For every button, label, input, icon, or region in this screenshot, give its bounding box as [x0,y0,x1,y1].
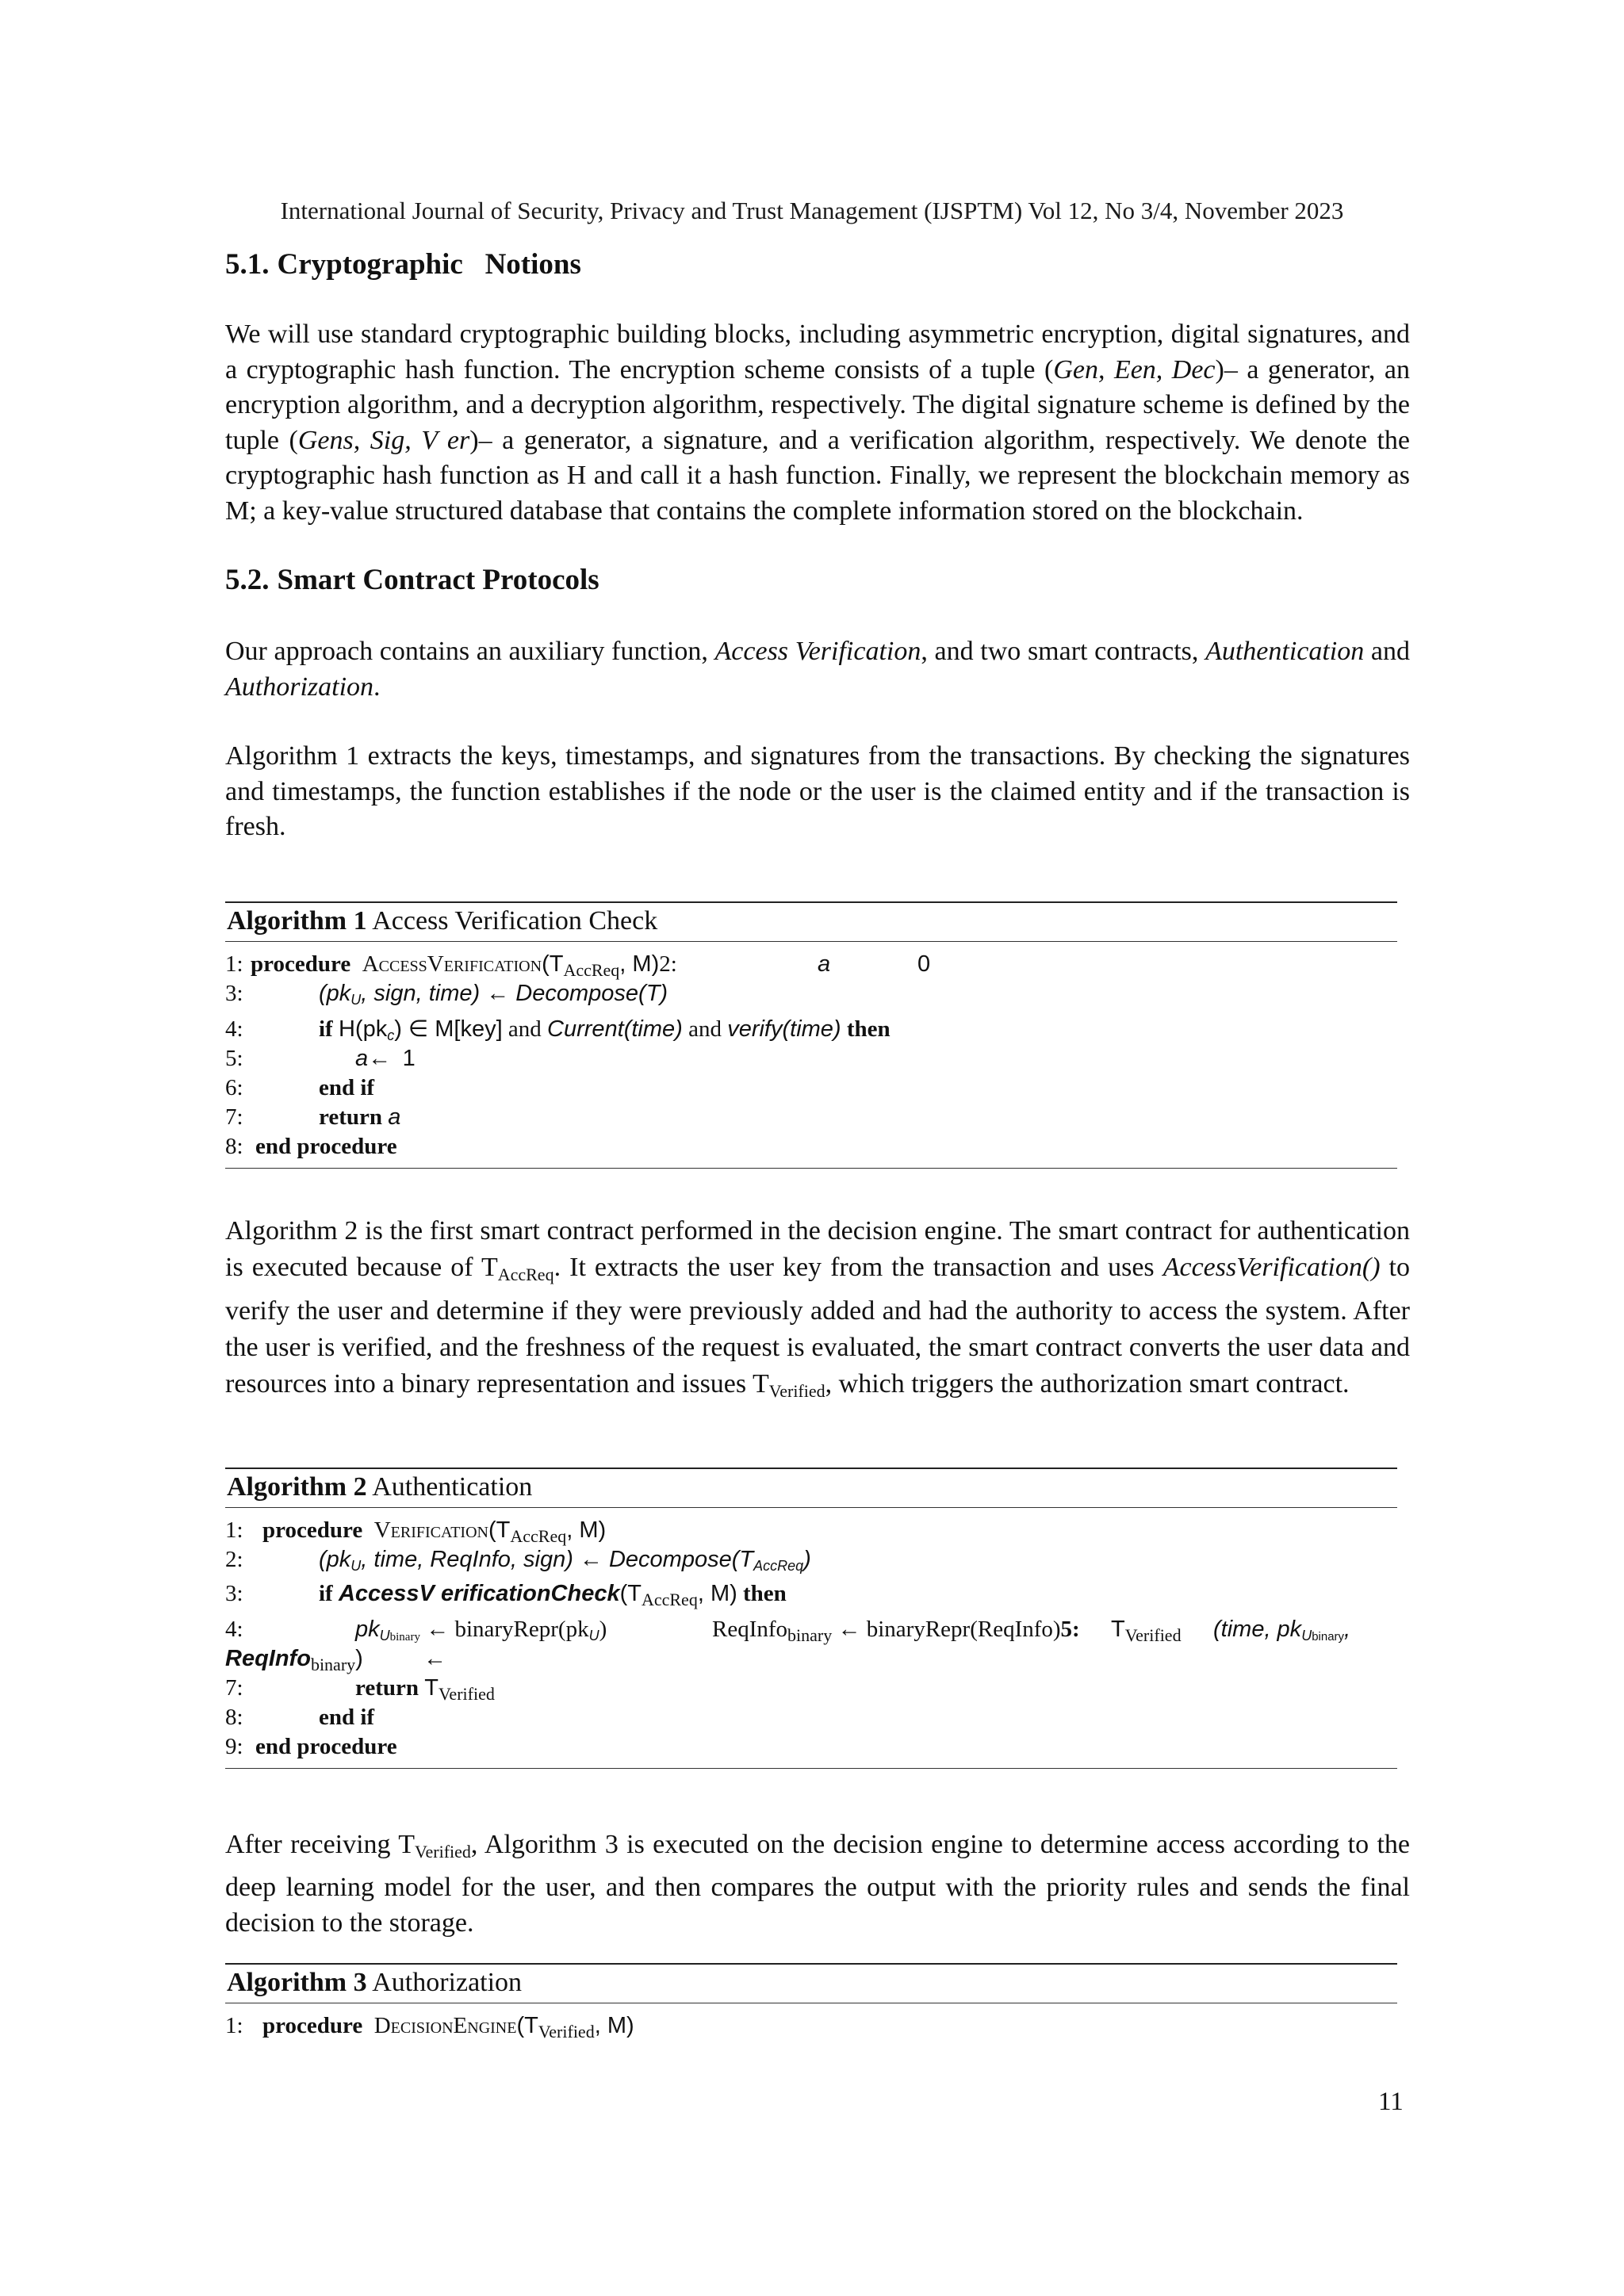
journal-header: International Journal of Security, Privacy and Trust Management (IJSPTM) Vol 12, No 3/4, November 2023 [280,197,1344,224]
algorithm-1-line-7: 7: return a [225,1104,401,1130]
paragraph-cryptographic-notions: We will use standard cryptographic building blocks, including asymmetric encryption, digital signatures, and a cryptographic hash function. The encryption scheme consists of a tuple (Gen, Een, Dec)– a generator, an encryption algorithm, and a decryption algorithm, respectively. The digital signature scheme is defined by the tuple (Gens, Sig, V er)– a generator, a signature, and a verification algorithm, respectively. We denote the cryptographic hash function as H and call it a hash function. Finally, we represent the blockchain memory as M; a key-value structured database that contains the complete information stored on the blockchain. [225,320,1410,526]
algorithm-1-line-1: 1: procedure $AccessVerification(T_{AccReq}$, M)2: a 0 [225,951,931,980]
paragraph-algorithm-3-intro: After receiving $T_{Verified}$, Algorithm 3 is executed on the decision engine to determine access according to the deep learning model for the user, and then compares the output with the priority rules and sends the final decision to the storage. [225,1830,1410,1938]
algorithm-2-line-5-cont: ReqInfo$_{binary}$) ← [225,1646,446,1674]
section-5-2-heading: 5.2. Smart Contract Protocols [225,564,599,596]
section-5-1-heading: 5.1. Cryptographic Notions [225,248,581,281]
algorithm-2-line-9: 9: end procedure [225,1734,397,1759]
algorithm-2-line-2: 2: (pkU, time, ReqInfo, sign) ← Decompose(TAccReq) [225,1547,811,1574]
algorithm-1-box [225,901,1397,1169]
algorithm-1-line-3: 3: (pkU, sign, time) ← Decompose(T) [225,981,668,1008]
algorithm-2-line-8: 8: end if [225,1705,375,1730]
algorithm-1-line-8: 8: end procedure [225,1134,397,1159]
paragraph-algorithm-2-intro: Algorithm 2 is the first smart contract performed in the decision engine. The smart contract for authentication is executed because of $T_{AccReq}$. It extracts the user key from the transaction and uses AccessVerification() to verify the user and determine if they were previously added and had the authority to access the system. After the user is verified, and the freshness of the request is evaluated, the smart contract converts the user data and resources into a binary representation and issues $T_{Verified}$, which triggers the authorization smart contract. [225,1216,1411,1401]
algorithm-3-title: Algorithm 3 Authorization [225,1965,1397,2003]
paragraph-approach: Our approach contains an auxiliary function, Access Verification, and two smart contracts, Authentication and Authorization. [225,637,1411,702]
algorithm-2-line-3: 3: if AccessV $erificationCheck(T_{AccReq}$, M) then [225,1581,787,1609]
algorithm-3-box [225,1963,1397,2041]
algorithm-2-line-7: 7: return $T_{Verified}$ [225,1675,495,1704]
paragraph-algorithm-1-intro: Algorithm 1 extracts the keys, timestamps, and signatures from the transactions. By checking the signatures and timestamps, the function establishes if the node or the user is the claimed entity and if the transaction is fresh. [225,741,1410,841]
page-number: 11 [1378,2087,1404,2116]
algorithm-3-line-1: 1: procedure $DecisionEngine(T_{Verified}$, M) [225,2013,634,2042]
algorithm-2-box [225,1468,1397,1769]
algorithm-2-title: Algorithm 2 Authentication [225,1469,1397,1508]
algorithm-1-line-5: 5: a← 1 [225,1046,416,1071]
algorithm-1-title: Algorithm 1 Access Verification Check [225,903,1397,942]
algorithm-2-line-1: 1: procedure $Verification(T_{AccReq}$, M) [225,1517,607,1546]
algorithm-1-line-6: 6: end if [225,1075,375,1100]
algorithm-2-line-4: 4: pkUbinary ← binaryRepr(pkU) ReqInfo$_{binary}$ ← binaryRepr(ReqInfo)5: $T_{Verified}$ (time, pkUbinary, [225,1617,1351,1645]
algorithm-1-line-4: 4: if H(pkc) ∈ M[key] and Current(time) and verify(time) then [225,1016,891,1043]
